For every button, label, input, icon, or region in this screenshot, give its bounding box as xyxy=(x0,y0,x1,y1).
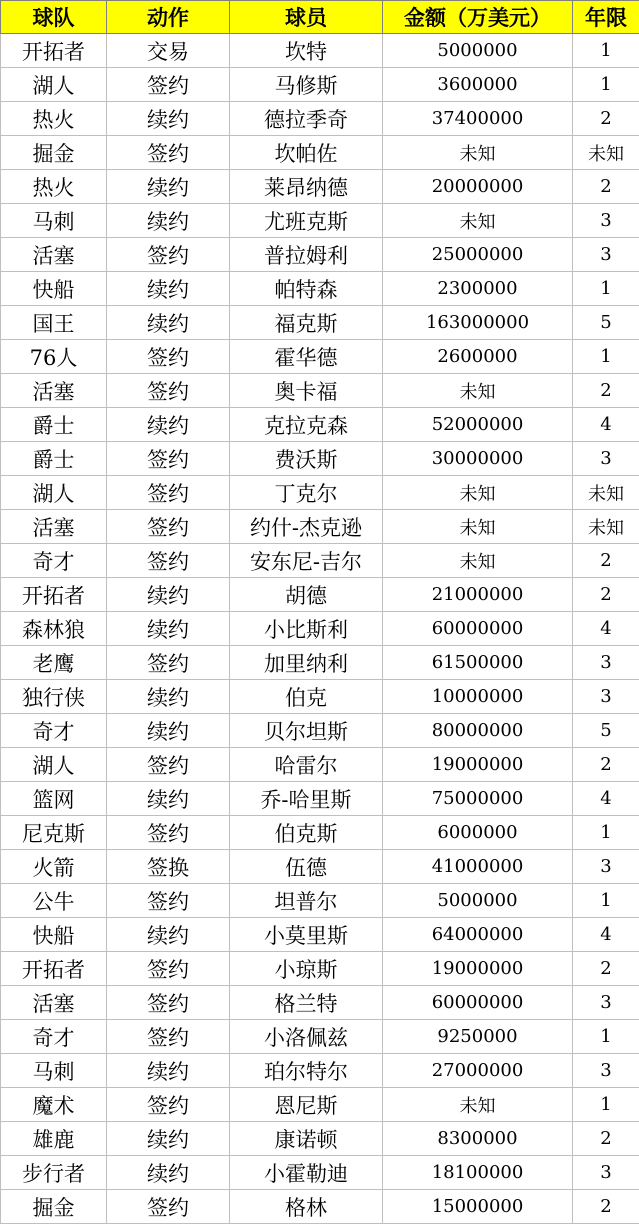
cell-team: 掘金 xyxy=(1,136,107,170)
cell-action: 签约 xyxy=(107,136,230,170)
table-row xyxy=(1,884,639,918)
cell-amount: 未知 xyxy=(383,204,573,238)
cell-years: 1 xyxy=(573,816,639,850)
cell-team: 开拓者 xyxy=(1,34,107,68)
cell-action: 续约 xyxy=(107,578,230,612)
header-action: 动作 xyxy=(107,1,230,34)
table-row xyxy=(1,272,639,306)
cell-team: 掘金 xyxy=(1,1190,107,1224)
cell-player: 尤班克斯 xyxy=(230,204,383,238)
cell-years: 3 xyxy=(573,646,639,680)
table-row xyxy=(1,1020,639,1054)
cell-action: 签约 xyxy=(107,68,230,102)
cell-player: 霍华德 xyxy=(230,340,383,374)
cell-years: 1 xyxy=(573,340,639,374)
cell-team: 湖人 xyxy=(1,68,107,102)
cell-team: 热火 xyxy=(1,102,107,136)
cell-team: 开拓者 xyxy=(1,952,107,986)
cell-player: 伯克斯 xyxy=(230,816,383,850)
table-row xyxy=(1,1122,639,1156)
cell-action: 续约 xyxy=(107,102,230,136)
cell-years: 2 xyxy=(573,748,639,782)
cell-player: 胡德 xyxy=(230,578,383,612)
cell-team: 尼克斯 xyxy=(1,816,107,850)
cell-years: 1 xyxy=(573,1020,639,1054)
cell-action: 签约 xyxy=(107,442,230,476)
cell-action: 签约 xyxy=(107,952,230,986)
table-row xyxy=(1,646,639,680)
table-row xyxy=(1,1088,639,1122)
cell-team: 雄鹿 xyxy=(1,1122,107,1156)
cell-player: 小洛佩兹 xyxy=(230,1020,383,1054)
table-row xyxy=(1,136,639,170)
cell-amount: 2300000 xyxy=(383,272,573,306)
cell-amount: 21000000 xyxy=(383,578,573,612)
cell-years: 未知 xyxy=(573,476,639,510)
cell-action: 续约 xyxy=(107,612,230,646)
cell-action: 续约 xyxy=(107,782,230,816)
cell-action: 续约 xyxy=(107,204,230,238)
cell-team: 奇才 xyxy=(1,714,107,748)
cell-amount: 5000000 xyxy=(383,34,573,68)
cell-team: 篮网 xyxy=(1,782,107,816)
cell-player: 福克斯 xyxy=(230,306,383,340)
cell-action: 续约 xyxy=(107,1054,230,1088)
table-row xyxy=(1,68,639,102)
cell-team: 马刺 xyxy=(1,1054,107,1088)
cell-years: 2 xyxy=(573,1190,639,1224)
cell-amount: 未知 xyxy=(383,1088,573,1122)
cell-player: 坎特 xyxy=(230,34,383,68)
cell-years: 3 xyxy=(573,680,639,714)
cell-years: 4 xyxy=(573,612,639,646)
cell-amount: 19000000 xyxy=(383,748,573,782)
cell-years: 3 xyxy=(573,204,639,238)
cell-player: 克拉克森 xyxy=(230,408,383,442)
table-row xyxy=(1,578,639,612)
cell-years: 2 xyxy=(573,952,639,986)
cell-player: 哈雷尔 xyxy=(230,748,383,782)
cell-team: 森林狼 xyxy=(1,612,107,646)
cell-team: 湖人 xyxy=(1,748,107,782)
cell-team: 步行者 xyxy=(1,1156,107,1190)
cell-action: 签约 xyxy=(107,510,230,544)
cell-player: 小比斯利 xyxy=(230,612,383,646)
cell-years: 4 xyxy=(573,408,639,442)
cell-years: 2 xyxy=(573,578,639,612)
cell-amount: 未知 xyxy=(383,374,573,408)
cell-team: 老鹰 xyxy=(1,646,107,680)
cell-amount: 60000000 xyxy=(383,612,573,646)
cell-years: 2 xyxy=(573,170,639,204)
table-row xyxy=(1,714,639,748)
cell-player: 珀尔特尔 xyxy=(230,1054,383,1088)
cell-amount: 未知 xyxy=(383,136,573,170)
cell-amount: 3600000 xyxy=(383,68,573,102)
cell-years: 4 xyxy=(573,918,639,952)
cell-amount: 30000000 xyxy=(383,442,573,476)
table-row xyxy=(1,204,639,238)
cell-team: 国王 xyxy=(1,306,107,340)
cell-years: 2 xyxy=(573,374,639,408)
cell-action: 续约 xyxy=(107,272,230,306)
cell-years: 5 xyxy=(573,714,639,748)
table-row xyxy=(1,34,639,68)
cell-action: 签约 xyxy=(107,748,230,782)
cell-player: 坎帕佐 xyxy=(230,136,383,170)
header-player: 球员 xyxy=(230,1,383,34)
cell-years: 2 xyxy=(573,544,639,578)
cell-action: 签约 xyxy=(107,884,230,918)
cell-team: 76人 xyxy=(1,340,107,374)
table-row xyxy=(1,1190,639,1224)
header-row xyxy=(1,1,639,34)
cell-action: 续约 xyxy=(107,1156,230,1190)
cell-years: 4 xyxy=(573,782,639,816)
cell-team: 湖人 xyxy=(1,476,107,510)
header-years: 年限 xyxy=(573,1,639,34)
cell-action: 签约 xyxy=(107,646,230,680)
cell-amount: 52000000 xyxy=(383,408,573,442)
cell-years: 3 xyxy=(573,986,639,1020)
cell-years: 1 xyxy=(573,68,639,102)
cell-action: 续约 xyxy=(107,918,230,952)
cell-amount: 8300000 xyxy=(383,1122,573,1156)
cell-amount: 25000000 xyxy=(383,238,573,272)
cell-amount: 10000000 xyxy=(383,680,573,714)
cell-action: 签约 xyxy=(107,544,230,578)
table-row xyxy=(1,306,639,340)
cell-amount: 2600000 xyxy=(383,340,573,374)
cell-action: 交易 xyxy=(107,34,230,68)
cell-player: 康诺顿 xyxy=(230,1122,383,1156)
cell-player: 小琼斯 xyxy=(230,952,383,986)
table-row xyxy=(1,170,639,204)
cell-years: 3 xyxy=(573,442,639,476)
cell-amount: 75000000 xyxy=(383,782,573,816)
header-amount: 金额（万美元） xyxy=(383,1,573,34)
cell-player: 加里纳利 xyxy=(230,646,383,680)
table-row xyxy=(1,918,639,952)
cell-team: 活塞 xyxy=(1,986,107,1020)
cell-player: 小霍勒迪 xyxy=(230,1156,383,1190)
cell-years: 未知 xyxy=(573,136,639,170)
cell-action: 签约 xyxy=(107,374,230,408)
cell-player: 格林 xyxy=(230,1190,383,1224)
table-row xyxy=(1,408,639,442)
cell-team: 公牛 xyxy=(1,884,107,918)
table-row xyxy=(1,442,639,476)
cell-team: 快船 xyxy=(1,272,107,306)
cell-years: 3 xyxy=(573,850,639,884)
cell-team: 活塞 xyxy=(1,238,107,272)
cell-action: 续约 xyxy=(107,714,230,748)
table-row xyxy=(1,952,639,986)
table-row xyxy=(1,782,639,816)
cell-team: 独行侠 xyxy=(1,680,107,714)
table-row xyxy=(1,850,639,884)
cell-team: 开拓者 xyxy=(1,578,107,612)
cell-amount: 未知 xyxy=(383,510,573,544)
cell-amount: 163000000 xyxy=(383,306,573,340)
header-team: 球队 xyxy=(1,1,107,34)
cell-years: 3 xyxy=(573,1054,639,1088)
cell-action: 续约 xyxy=(107,408,230,442)
cell-player: 莱昂纳德 xyxy=(230,170,383,204)
cell-amount: 9250000 xyxy=(383,1020,573,1054)
table-row xyxy=(1,374,639,408)
cell-amount: 未知 xyxy=(383,544,573,578)
cell-amount: 18100000 xyxy=(383,1156,573,1190)
cell-amount: 5000000 xyxy=(383,884,573,918)
cell-years: 1 xyxy=(573,884,639,918)
cell-team: 火箭 xyxy=(1,850,107,884)
cell-team: 爵士 xyxy=(1,442,107,476)
cell-years: 1 xyxy=(573,34,639,68)
cell-team: 魔术 xyxy=(1,1088,107,1122)
table-row xyxy=(1,510,639,544)
table-body xyxy=(1,34,639,1224)
cell-amount: 80000000 xyxy=(383,714,573,748)
cell-player: 恩尼斯 xyxy=(230,1088,383,1122)
cell-action: 签约 xyxy=(107,238,230,272)
cell-team: 热火 xyxy=(1,170,107,204)
cell-amount: 60000000 xyxy=(383,986,573,1020)
cell-player: 约什-杰克逊 xyxy=(230,510,383,544)
cell-team: 奇才 xyxy=(1,1020,107,1054)
cell-action: 续约 xyxy=(107,1122,230,1156)
cell-player: 安东尼-吉尔 xyxy=(230,544,383,578)
cell-team: 活塞 xyxy=(1,510,107,544)
cell-years: 3 xyxy=(573,1156,639,1190)
cell-player: 马修斯 xyxy=(230,68,383,102)
table-row xyxy=(1,748,639,782)
cell-action: 签约 xyxy=(107,476,230,510)
cell-player: 普拉姆利 xyxy=(230,238,383,272)
cell-years: 1 xyxy=(573,1088,639,1122)
cell-years: 未知 xyxy=(573,510,639,544)
cell-amount: 6000000 xyxy=(383,816,573,850)
cell-years: 3 xyxy=(573,238,639,272)
cell-player: 伯克 xyxy=(230,680,383,714)
cell-player: 奥卡福 xyxy=(230,374,383,408)
cell-player: 丁克尔 xyxy=(230,476,383,510)
cell-team: 快船 xyxy=(1,918,107,952)
cell-player: 小莫里斯 xyxy=(230,918,383,952)
cell-amount: 19000000 xyxy=(383,952,573,986)
table-row xyxy=(1,986,639,1020)
cell-action: 签约 xyxy=(107,1020,230,1054)
cell-amount: 27000000 xyxy=(383,1054,573,1088)
cell-action: 签约 xyxy=(107,1088,230,1122)
cell-team: 马刺 xyxy=(1,204,107,238)
cell-action: 签约 xyxy=(107,340,230,374)
cell-amount: 15000000 xyxy=(383,1190,573,1224)
cell-player: 乔-哈里斯 xyxy=(230,782,383,816)
cell-action: 签约 xyxy=(107,1190,230,1224)
cell-amount: 64000000 xyxy=(383,918,573,952)
cell-player: 费沃斯 xyxy=(230,442,383,476)
cell-years: 2 xyxy=(573,1122,639,1156)
cell-player: 帕特森 xyxy=(230,272,383,306)
cell-action: 签约 xyxy=(107,986,230,1020)
table-row xyxy=(1,1054,639,1088)
table-row xyxy=(1,238,639,272)
table-row xyxy=(1,1156,639,1190)
cell-years: 5 xyxy=(573,306,639,340)
cell-team: 奇才 xyxy=(1,544,107,578)
table-row xyxy=(1,816,639,850)
table-row xyxy=(1,544,639,578)
cell-player: 德拉季奇 xyxy=(230,102,383,136)
cell-amount: 61500000 xyxy=(383,646,573,680)
cell-player: 贝尔坦斯 xyxy=(230,714,383,748)
cell-action: 续约 xyxy=(107,306,230,340)
cell-amount: 37400000 xyxy=(383,102,573,136)
cell-player: 坦普尔 xyxy=(230,884,383,918)
table-row xyxy=(1,680,639,714)
cell-amount: 20000000 xyxy=(383,170,573,204)
cell-action: 签约 xyxy=(107,816,230,850)
cell-action: 续约 xyxy=(107,680,230,714)
cell-years: 1 xyxy=(573,272,639,306)
cell-years: 2 xyxy=(573,102,639,136)
table-row xyxy=(1,612,639,646)
cell-action: 续约 xyxy=(107,170,230,204)
cell-action: 签换 xyxy=(107,850,230,884)
cell-amount: 41000000 xyxy=(383,850,573,884)
table-row xyxy=(1,476,639,510)
cell-team: 活塞 xyxy=(1,374,107,408)
cell-team: 爵士 xyxy=(1,408,107,442)
table-row xyxy=(1,340,639,374)
cell-player: 格兰特 xyxy=(230,986,383,1020)
cell-amount: 未知 xyxy=(383,476,573,510)
table-row xyxy=(1,102,639,136)
cell-player: 伍德 xyxy=(230,850,383,884)
